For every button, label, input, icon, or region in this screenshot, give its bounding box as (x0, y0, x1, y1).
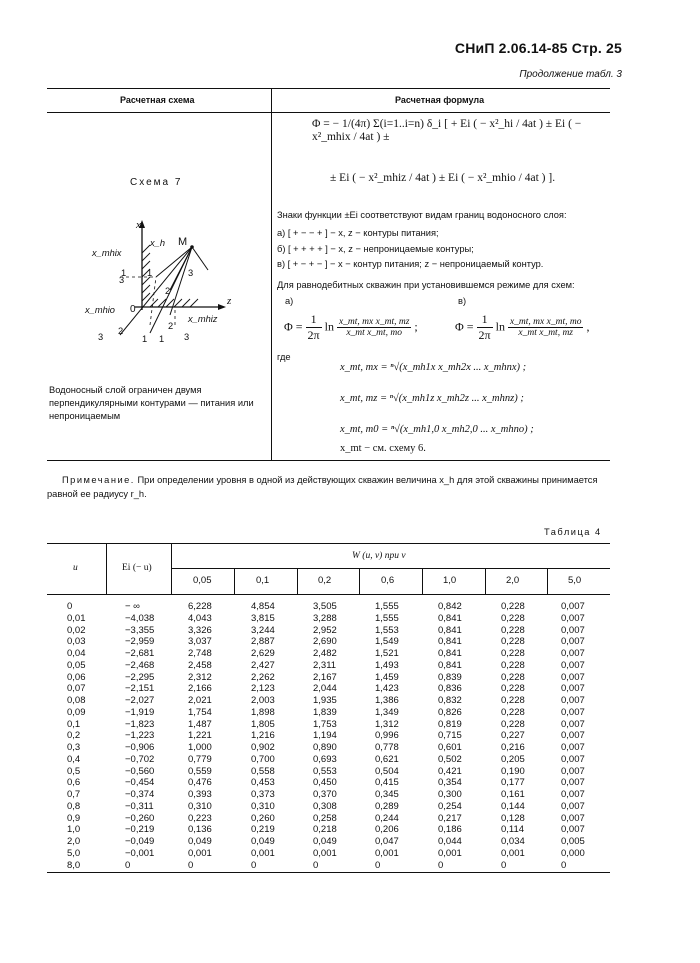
table4-cell: 0,007 (561, 636, 585, 648)
table4-cell: 0,308 (313, 800, 337, 812)
table4-cell: 0,393 (188, 789, 212, 800)
table4-cell: 0,504 (375, 765, 399, 777)
table4-header-u: u (73, 563, 78, 573)
scheme-caption: Водоносный слой ограничен двумя перпендикулярными контурами — питания или непроницаемым (49, 385, 254, 421)
table4-cell-u: 0,08 (67, 695, 86, 706)
table4-cell: 0,601 (438, 742, 462, 753)
table3-bottom-rule (47, 460, 610, 461)
table4-cell: 0,841 (438, 624, 462, 636)
table4-cell: 0,049 (313, 836, 337, 847)
table4-cell: 0,007 (561, 718, 585, 730)
table4-cell: 3,505 (313, 601, 337, 612)
table4-cell: 0,001 (438, 847, 462, 859)
table3-column-divider (271, 88, 272, 460)
diagram-z-axis-label: z (227, 295, 232, 307)
table4-cell: 0,779 (188, 753, 212, 765)
table4-cell: 0,715 (438, 730, 462, 742)
table4-cell: −2,151 (125, 683, 155, 695)
table4-cell: −0,560 (125, 765, 155, 777)
table4-cell: −1,223 (125, 730, 155, 742)
table4-cell: 2,003 (251, 695, 275, 706)
table4-cell: 0,001 (251, 847, 275, 859)
table4-cell: −0,374 (125, 789, 155, 800)
table4-cell: 0,144 (501, 800, 525, 812)
table4-cell: 0,841 (438, 648, 462, 659)
table4-cell: 0,007 (561, 624, 585, 636)
table4-cell: −0,049 (125, 836, 155, 847)
table4-cell: 0 (125, 859, 131, 871)
table4-cell: 3,037 (188, 636, 212, 648)
table4-cell-u: 0,02 (67, 624, 86, 636)
table4-cell: 0,219 (251, 824, 275, 836)
table4-cell: −2,295 (125, 671, 155, 683)
table4-cell: 1,521 (375, 648, 399, 659)
main-formula-line-2: ± Ei ( − x²_mhiz / 4at ) ± Ei ( − x²_mhio / 4at ) ]. (330, 172, 556, 184)
table4-cell: 0,841 (438, 636, 462, 648)
table4-cell: 0,453 (251, 777, 275, 789)
document-code: СНиП 2.06.14-85 Стр. 25 (454, 40, 622, 56)
table4-cell: 0,049 (251, 836, 275, 847)
table4-cell: −4,038 (125, 612, 155, 624)
table4-cell: 0,289 (375, 800, 399, 812)
table4-cell: −0,702 (125, 753, 155, 765)
table4-cell: 3,815 (251, 612, 275, 624)
table4-cell: 1,312 (375, 718, 399, 730)
table4-cell: 0,128 (501, 812, 525, 824)
table4-cell: 2,748 (188, 648, 212, 659)
table4-group-header: W (u, v) при v (352, 551, 406, 561)
aquifer-scheme-diagram (80, 215, 250, 350)
table4-cell: 0,007 (561, 601, 585, 612)
table4-divider-v5 (485, 568, 486, 594)
table4-cell: 0,136 (188, 824, 212, 836)
table4-cell: 0,007 (561, 777, 585, 789)
table4-cell: 0,228 (501, 624, 525, 636)
table4-cell: 0 (188, 859, 194, 871)
table4-cell: 0,007 (561, 730, 585, 742)
table4-cell: 0,836 (438, 683, 462, 695)
table4-cell: 0,228 (501, 612, 525, 624)
definition-mx: x_mt, mx = ⁿ√(x_mh1x x_mh2x ... x_mhnx) ; (340, 362, 527, 373)
table4-cell-u: 0,01 (67, 612, 86, 624)
table4-cell: 3,244 (251, 624, 275, 636)
table4-cell: −0,906 (125, 742, 155, 753)
table4-cell: 1,898 (251, 706, 275, 718)
table4-cell: 0,839 (438, 671, 462, 683)
table4-cell: 0,244 (375, 812, 399, 824)
table4-cell: 2,311 (313, 659, 337, 671)
diagram-number-3b: 3 (119, 275, 125, 285)
sign-variant-a: а) [ + − − + ] − x, z − контуры питания; (277, 228, 439, 238)
table4-cell: 0,007 (561, 612, 585, 624)
table4-cell-u: 0 (67, 601, 73, 612)
table4-cell: 0,260 (251, 812, 275, 824)
table4-cell: 0,476 (188, 777, 212, 789)
table4-cell: −1,823 (125, 718, 155, 730)
table4-cell: 0,177 (501, 777, 525, 789)
table4-cell: 1,805 (251, 718, 275, 730)
table4-divider-v6 (547, 568, 548, 594)
table4-cell: 4,854 (251, 601, 275, 612)
table4-cell: 0 (561, 859, 567, 871)
sign-variant-b: б) [ + + + + ] − x, z − непроницаемые контуры; (277, 244, 474, 254)
table4-cell: 1,935 (313, 695, 337, 706)
table4-cell: 0,001 (501, 847, 525, 859)
table4-cell: 0 (438, 859, 444, 871)
diagram-number-3: 3 (188, 268, 194, 278)
table4-cell-u: 2,0 (67, 836, 81, 847)
table4-cell-u: 0,8 (67, 800, 81, 812)
table4-cell: 2,312 (188, 671, 212, 683)
table4-cell-u: 0,09 (67, 706, 86, 718)
table4-cell-u: 8,0 (67, 859, 81, 871)
table4-cell: 0,450 (313, 777, 337, 789)
table4-v-header: 0,05 (193, 575, 212, 586)
table4-cell: 0,049 (188, 836, 212, 847)
table4-cell: 0,218 (313, 824, 337, 836)
diagram-x-axis-label: x (136, 219, 141, 231)
diagram-number-2: 2 (165, 286, 171, 296)
table4-cell: 0,007 (561, 706, 585, 718)
scheme-title: Схема 7 (130, 177, 183, 188)
table4-cell: 0,114 (501, 824, 525, 836)
table3-col1-header: Расчетная схема (120, 95, 195, 105)
note-label: Примечание. (62, 475, 135, 485)
diagram-number-3d: 3 (184, 332, 190, 342)
table4-cell: 0,996 (375, 730, 399, 742)
table4-cell: 0,047 (375, 836, 399, 847)
table4-cell: 0,001 (188, 847, 212, 859)
table4-cell: 0,186 (438, 824, 462, 836)
table4-cell: 1,754 (188, 706, 212, 718)
table4-cell: −3,355 (125, 624, 155, 636)
table4-cell: 0,228 (501, 718, 525, 730)
table4-cell: 0,254 (438, 800, 462, 812)
diagram-number-1c: 1 (142, 334, 148, 344)
table4-cell-u: 0,03 (67, 636, 86, 648)
note-line-1 (62, 475, 597, 485)
table4-cell: 0 (251, 859, 257, 871)
table4-v-header: 0,2 (318, 575, 332, 586)
table4-cell: 1,194 (313, 730, 337, 742)
table4-cell: 0,034 (501, 836, 525, 847)
table4-cell: 0,001 (313, 847, 337, 859)
table4-cell: 0,007 (561, 800, 585, 812)
table4-cell: 0,819 (438, 718, 462, 730)
diagram-origin-label: 0 (130, 304, 136, 315)
table4-cell: 3,288 (313, 612, 337, 624)
table4-cell-u: 0,4 (67, 753, 81, 765)
table4-cell: 0,161 (501, 789, 525, 800)
table4-cell: 0,228 (501, 601, 525, 612)
table4-cell: 0,842 (438, 601, 462, 612)
table4-cell: 6,228 (188, 601, 212, 612)
table4-cell: 0,228 (501, 648, 525, 659)
table4-header-ei: Ei (− u) (122, 563, 152, 573)
diagram-number-1: 1 (121, 268, 127, 278)
table4-cell: 0,217 (438, 812, 462, 824)
diagram-point-m-label: M (178, 236, 188, 248)
table4-cell: 0,228 (501, 706, 525, 718)
table4-divider-ei (171, 543, 172, 594)
table4-divider-v3 (359, 568, 360, 594)
table4-cell: −2,681 (125, 648, 155, 659)
table4-cell: 2,887 (251, 636, 275, 648)
table4-cell: −2,027 (125, 695, 155, 706)
table4-cell: 0,826 (438, 706, 462, 718)
table4-cell: 1,493 (375, 659, 399, 671)
table4-divider-v1 (234, 568, 235, 594)
table4-cell: 1,423 (375, 683, 399, 695)
label-scheme-a: а) (285, 296, 294, 306)
table4-cell-u: 0,06 (67, 671, 86, 683)
label-scheme-v: в) (458, 296, 467, 306)
table4-cell: 0,553 (313, 765, 337, 777)
table4-cell: − ∞ (125, 601, 140, 612)
table4-cell: 0,778 (375, 742, 399, 753)
diagram-number-2c: 2 (168, 321, 174, 331)
table4-cell-u: 0,5 (67, 765, 81, 777)
signs-intro: Знаки функции ±Ei соответствуют видам границ водоносного слоя: (277, 210, 567, 220)
table4-cell: −2,468 (125, 659, 155, 671)
table4-cell: 0,621 (375, 753, 399, 765)
formula-a-numerator: x_mt, mx x_mt, mz (338, 317, 410, 327)
table4-cell: 0,205 (501, 753, 525, 765)
table4-cell: 1,386 (375, 695, 399, 706)
sign-variant-c: в) [ + − + − ] − x − контур питания; z − непроницаемый контур. (277, 259, 544, 269)
table4-group-rule (172, 568, 610, 569)
table4-cell: 2,167 (313, 671, 337, 683)
table4-top-rule (47, 543, 610, 544)
diagram-xmhio-label: x_mhio (85, 305, 115, 315)
steady-state-intro: Для равнодебитных скважин при установившемся режиме для схем: (277, 280, 575, 290)
table3-header-rule (47, 112, 610, 113)
table4-cell: 0,841 (438, 612, 462, 624)
table4-cell: 1,555 (375, 601, 399, 612)
table4-header-rule (47, 594, 610, 595)
table4-cell: 0,300 (438, 789, 462, 800)
table4-cell: 2,482 (313, 648, 337, 659)
table4-cell: 0,005 (561, 836, 585, 847)
table4-cell: 2,166 (188, 683, 212, 695)
table4-cell: 0,216 (501, 742, 525, 753)
definition-mo: x_mt, m0 = ⁿ√(x_mh1,0 x_mh2,0 ... x_mhno) ; (340, 424, 534, 435)
main-formula-line-1: Φ = − 1/(4π) Σ(i=1..i=n) δ_i [ + Ei ( − x²_hi / 4at ) ± Ei ( − x²_mhix / 4at ) ± (312, 118, 582, 143)
formula-v-numerator: x_mt, mx x_mt, mo (509, 317, 582, 327)
where-label: где (277, 352, 291, 362)
table4-cell-u: 0,1 (67, 718, 81, 730)
table4-cell: 2,952 (313, 624, 337, 636)
table4-cell: 4,043 (188, 612, 212, 624)
table4-cell: 0,007 (561, 765, 585, 777)
table4-cell: 0,415 (375, 777, 399, 789)
table4-v-header: 1,0 (443, 575, 457, 586)
table4-cell: 0,558 (251, 765, 275, 777)
table4-cell: 2,427 (251, 659, 275, 671)
table4-cell: 0,007 (561, 824, 585, 836)
table4-cell: 0,370 (313, 789, 337, 800)
table4-cell: 0,007 (561, 648, 585, 659)
table4-v-header: 5,0 (568, 575, 582, 586)
table4-cell: 2,629 (251, 648, 275, 659)
diagram-xmhix-label: x_mhix (92, 248, 122, 258)
table4-cell: 0,000 (561, 847, 585, 859)
table4-cell: −0,454 (125, 777, 155, 789)
table4-cell: 2,123 (251, 683, 275, 695)
table4-cell: 1,349 (375, 706, 399, 718)
table4-cell: 0,841 (438, 659, 462, 671)
table4-cell: 1,549 (375, 636, 399, 648)
table4-cell: 1,487 (188, 718, 212, 730)
table3-top-rule (47, 88, 610, 89)
table4-cell: 0,223 (188, 812, 212, 824)
table4-cell-u: 0,07 (67, 683, 86, 695)
table4-cell-u: 5,0 (67, 847, 81, 859)
table4-cell: 0,258 (313, 812, 337, 824)
diagram-xh-label: x_h (150, 238, 165, 248)
table4-cell: 1,753 (313, 718, 337, 730)
note-text-1: При определении уровня в одной из действующих скважин величина x_h для этой скважины принимается (137, 475, 598, 485)
diagram-number-1d: 1 (159, 334, 165, 344)
table4-cell: 0,007 (561, 683, 585, 695)
table4-cell: 0,310 (188, 800, 212, 812)
table4-divider-v4 (422, 568, 423, 594)
table4-bottom-rule (47, 872, 610, 873)
table4-cell: 0,007 (561, 812, 585, 824)
table4-cell-u: 0,9 (67, 812, 81, 824)
table4-divider-v2 (297, 568, 298, 594)
table4-cell: 2,044 (313, 683, 337, 695)
table4-cell: −1,919 (125, 706, 155, 718)
table4-cell: 0,228 (501, 671, 525, 683)
table4-cell: 0,502 (438, 753, 462, 765)
table4-cell: 0,373 (251, 789, 275, 800)
table4-v-header: 0,1 (256, 575, 270, 586)
table4-cell: 2,262 (251, 671, 275, 683)
diagram-number-1b: 1 (147, 268, 153, 278)
table4-cell-u: 0,04 (67, 648, 86, 659)
table4-cell: 1,555 (375, 612, 399, 624)
table4-cell: 0,001 (375, 847, 399, 859)
table4-cell: 2,690 (313, 636, 337, 648)
formula-v: Φ = $\frac{1}{2\pi}$ ln $\frac{\text{x\_mt, mx x\_mt, mo}}{\text{x\_mt x\_mt, mz}}$ , (455, 312, 590, 342)
table4-cell: 0,228 (501, 659, 525, 671)
table3-col2-header: Расчетная формула (395, 95, 485, 105)
table4-cell: 0,227 (501, 730, 525, 742)
table4-cell: 0,190 (501, 765, 525, 777)
table4-cell: 1,000 (188, 742, 212, 753)
table4-cell: −0,219 (125, 824, 155, 836)
table4-cell: 0 (375, 859, 381, 871)
table4-cell: 0,832 (438, 695, 462, 706)
table4-divider-u (106, 543, 107, 594)
table4-cell: 3,326 (188, 624, 212, 636)
table4-cell: −0,260 (125, 812, 155, 824)
table4-cell-u: 0,6 (67, 777, 81, 789)
table4-cell: 0,693 (313, 753, 337, 765)
diagram-xmhiz-label: x_mhiz (188, 314, 218, 324)
table4-cell: 0,007 (561, 671, 585, 683)
table4-cell: −0,001 (125, 847, 155, 859)
diagram-number-3c: 3 (98, 332, 104, 342)
table4-cell: 0,228 (501, 636, 525, 648)
table4-cell: 0,228 (501, 683, 525, 695)
table4-title: Таблица 4 (544, 527, 602, 537)
note-text-2: равной ее радиусу r_h. (47, 489, 147, 499)
table4-cell: −2,959 (125, 636, 155, 648)
diagram-number-2b: 2 (118, 326, 124, 336)
table4-cell: 1,221 (188, 730, 212, 742)
table4-cell: 0,559 (188, 765, 212, 777)
table4-cell: 0,700 (251, 753, 275, 765)
table4-cell: 1,459 (375, 671, 399, 683)
table4-cell: 0,007 (561, 695, 585, 706)
table4-cell: 1,216 (251, 730, 275, 742)
formula-a: Φ = $\frac{1}{2\pi}$ ln $\frac{\text{x\_mt, mx x\_mt, mz}}{\text{x\_mt x\_mt, mo}}$ ; (284, 312, 418, 342)
table4-cell: 0,354 (438, 777, 462, 789)
table4-cell: 1,839 (313, 706, 337, 718)
table4-cell-u: 0,05 (67, 659, 86, 671)
table4-v-header: 2,0 (506, 575, 520, 586)
table4-cell: 0,007 (561, 659, 585, 671)
formula-v-denominator: x_mt x_mt, mz (518, 328, 574, 338)
table4-cell-u: 0,3 (67, 742, 81, 753)
continuation-note: Продолжение табл. 3 (519, 69, 622, 80)
formula-a-denominator: x_mt x_mt, mo (346, 328, 403, 338)
table4-cell: −0,311 (125, 800, 154, 812)
table4-cell-u: 0,2 (67, 730, 81, 742)
table4-cell: 2,458 (188, 659, 212, 671)
table4-cell-u: 1,0 (67, 824, 81, 836)
table4-v-header: 0,6 (381, 575, 395, 586)
table4-cell: 2,021 (188, 695, 212, 706)
table4-cell: 0,007 (561, 742, 585, 753)
table4-cell: 0,044 (438, 836, 462, 847)
table4-cell: 0,345 (375, 789, 399, 800)
table4-cell: 0 (313, 859, 319, 871)
table4-cell: 0,007 (561, 789, 585, 800)
table4-cell: 0,902 (251, 742, 275, 753)
definition-mt: x_mt − см. схему 6. (340, 443, 426, 454)
table4-cell: 0,206 (375, 824, 399, 836)
table4-cell: 0,421 (438, 765, 462, 777)
table4-cell: 0,310 (251, 800, 275, 812)
table4-cell: 0,228 (501, 695, 525, 706)
table4-cell: 1,553 (375, 624, 399, 636)
table4-cell: 0 (501, 859, 507, 871)
table4-cell: 0,890 (313, 742, 337, 753)
definition-mz: x_mt, mz = ⁿ√(x_mh1z x_mh2z ... x_mhnz) ; (340, 393, 524, 404)
table4-cell: 0,007 (561, 753, 585, 765)
table4-cell-u: 0,7 (67, 789, 81, 800)
